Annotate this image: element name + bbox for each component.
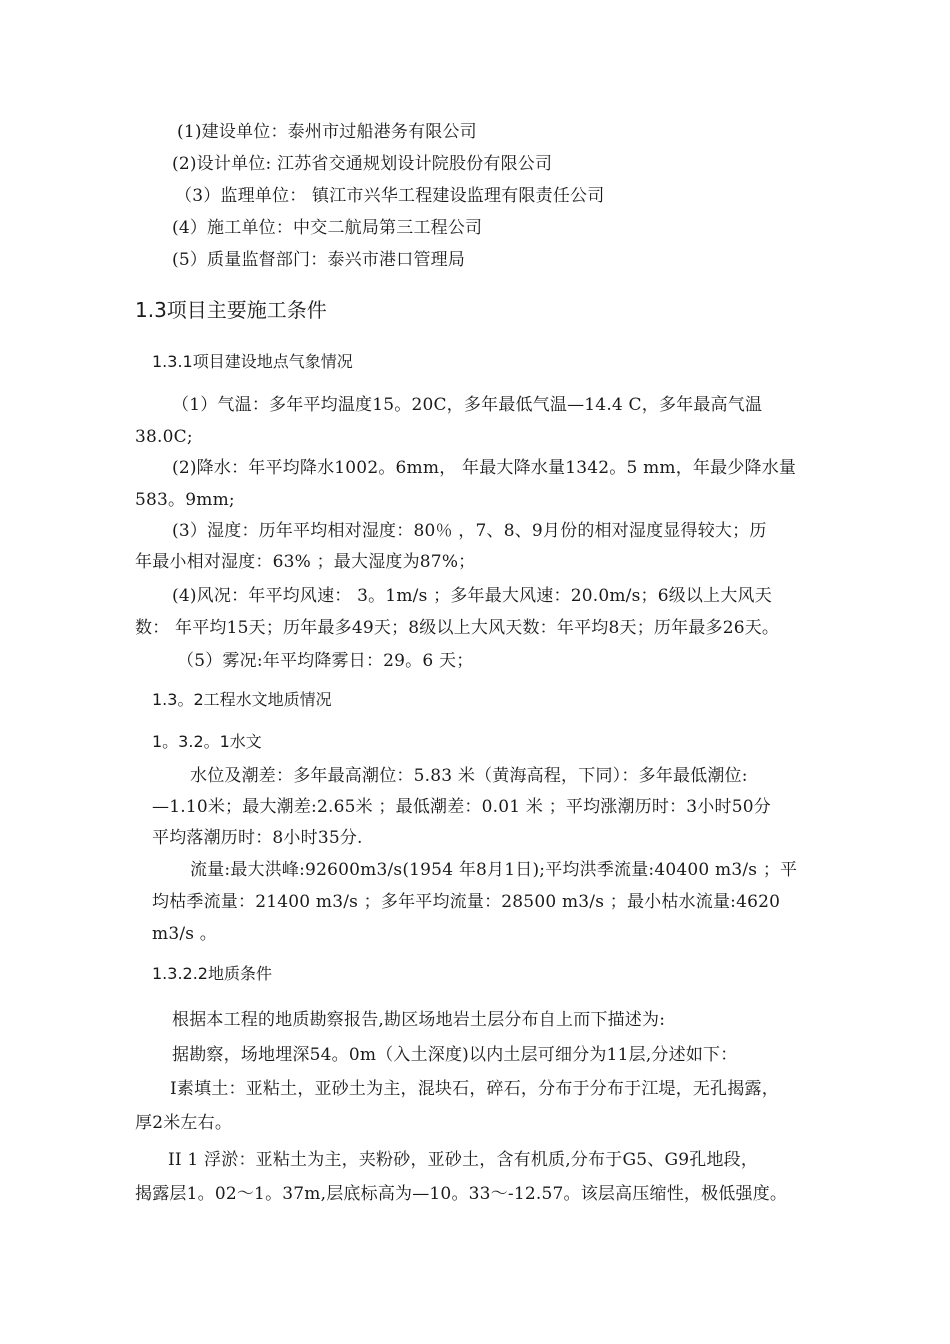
- flow-line-1: 流量:最大洪峰:92600m3/s(1954 年8月1日);平均洪季流量:40400 m3/s ；平: [190, 860, 798, 880]
- layer-1-line-2: 厚2米左右。: [135, 1113, 233, 1133]
- precipitation-line-2: 583。9mm;: [135, 490, 235, 510]
- water-level-line-2: —1.10米；最大潮差:2.65米 ；最低潮差：0.01 米 ；平均涨潮历时：3小时50分: [152, 797, 771, 817]
- subsection-heading-geology: 1.3.2.2地质条件: [152, 964, 272, 983]
- construction-unit-line: (1)建设单位：泰州市过船港务有限公司: [177, 122, 477, 142]
- quality-supervision-line: (5）质量监督部门：泰兴市港口管理局: [172, 250, 466, 270]
- design-unit-line: (2)设计单位: 江苏省交通规划设计院股份有限公司: [172, 154, 553, 174]
- flow-line-2: 均枯季流量：21400 m3/s ；多年平均流量：28500 m3/s ；最小枯水流量:4620: [152, 892, 781, 912]
- layer-1-line-1: I素填土：亚粘土，亚砂土为主，混块石，碎石，分布于分布于江堤，无孔揭露，: [170, 1079, 779, 1099]
- humidity-line-2: 年最小相对湿度：63% ；最大湿度为87%；: [135, 552, 476, 572]
- water-level-line-3: 平均落潮历时：8小时35分.: [152, 828, 363, 848]
- precipitation-line-1: (2)降水：年平均降水1002。6mm， 年最大降水量1342。5 mm，年最少降水量: [172, 458, 797, 478]
- humidity-line-1: (3）湿度：历年平均相对湿度：80％ ，7、8、9月份的相对湿度显得较大；历: [172, 521, 767, 541]
- section-heading-1-3: 1.3项目主要施工条件: [135, 298, 327, 322]
- fog-line: （5）雾况:年平均降雾日：29。6 天；: [177, 651, 474, 671]
- wind-line-2: 数： 年平均15天；历年最多49天；8级以上大风天数：年平均8天；历年最多26天。: [135, 618, 780, 638]
- geology-intro-line: 根据本工程的地质勘察报告,勘区场地岩土层分布自上而下描述为:: [172, 1010, 666, 1030]
- layer-2-line-2: 揭露层1。02～1。37m,层底标高为—10。33～-12.57。该层高压缩性，极低强度。: [135, 1184, 788, 1204]
- flow-line-3: m3/s 。: [152, 924, 217, 944]
- wind-line-1: (4)风况：年平均风速： 3。1m/s ；多年最大风速：20.0m/s；6级以上大风天: [172, 586, 772, 606]
- layer-2-line-1: II 1 浮淤：亚粘土为主，夹粉砂，亚砂土，含有机质,分布于G5、G9孔地段，: [168, 1150, 759, 1170]
- temperature-line-2: 38.0C;: [135, 427, 193, 447]
- water-level-line-1: 水位及潮差：多年最高潮位：5.83 米（黄海高程，下同）：多年最低潮位:: [190, 766, 748, 786]
- subsection-heading-hydrology: 1。3.2。1水文: [152, 732, 262, 751]
- contractor-unit-line: (4）施工单位：中交二航局第三工程公司: [172, 218, 483, 238]
- subsection-heading-hydro-geology: 1.3。2工程水文地质情况: [152, 690, 332, 709]
- subsection-heading-weather: 1.3.1项目建设地点气象情况: [152, 352, 353, 371]
- supervision-unit-line: （3）监理单位： 镇江市兴华工程建设监理有限责任公司: [175, 186, 605, 206]
- survey-line: 据勘察，场地埋深54。0m（入土深度)以内土层可细分为11层,分述如下：: [172, 1045, 738, 1065]
- temperature-line-1: （1）气温：多年平均温度15。20C，多年最低气温—14.4 C，多年最高气温: [172, 395, 763, 415]
